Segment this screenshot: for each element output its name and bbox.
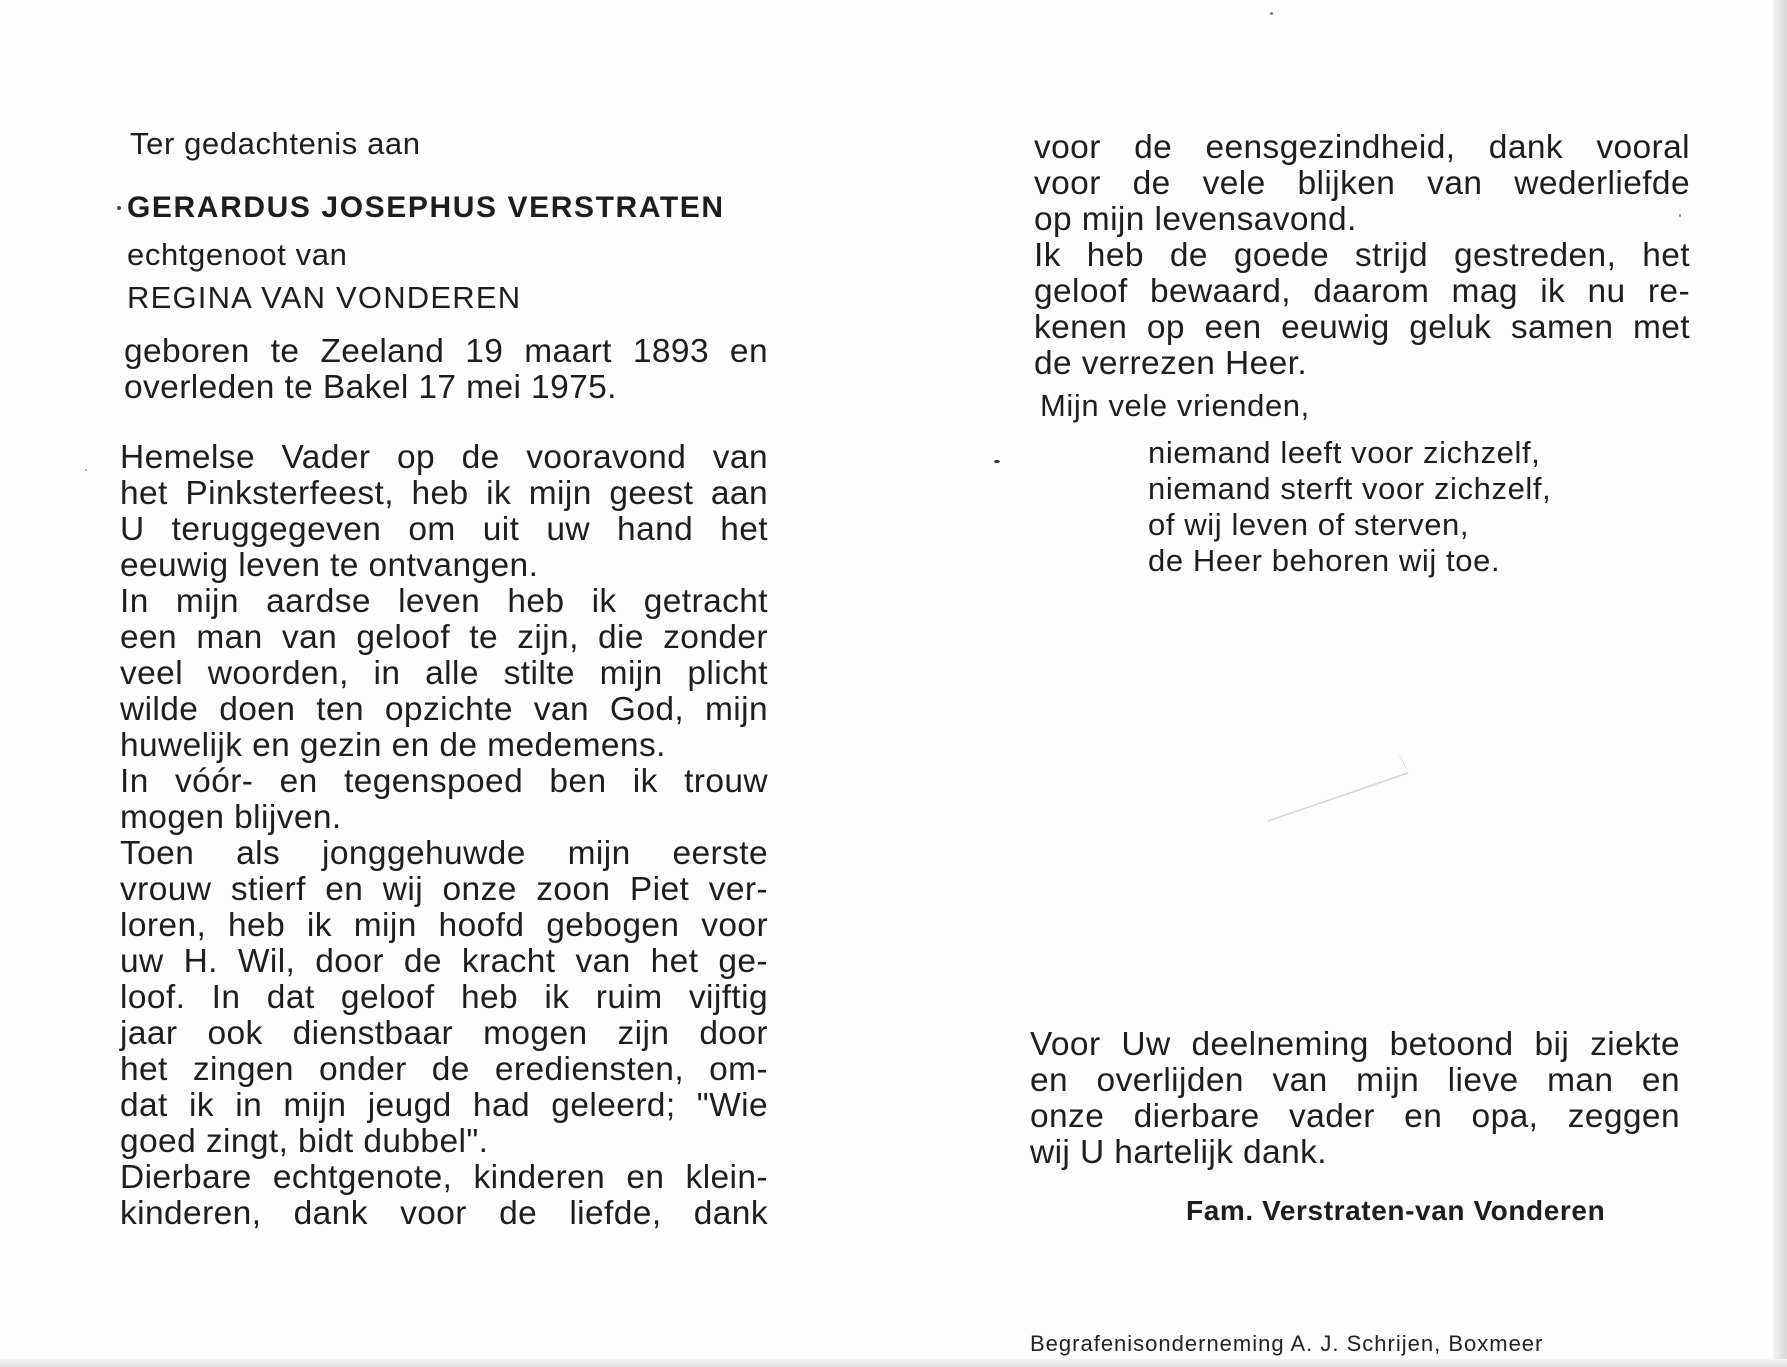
prayer-line: Dierbare echtgenote, kinderen en klein- (120, 1159, 768, 1196)
prayer-line: Toen als jonggehuwde mijn eerste (120, 835, 768, 872)
family-signature: Fam. Verstraten-van Vonderen (1186, 1195, 1606, 1226)
verse-line: of wij leven of sterven, (1148, 507, 1470, 542)
prayer-line: voor de vele blijken van wederliefde (1034, 165, 1690, 202)
death-line: overleden te Bakel 17 mei 1975. (124, 369, 617, 406)
paper-speck (85, 469, 87, 471)
prayer-line: op mijn levensavond. (1034, 201, 1357, 238)
deceased-name: GERARDUS JOSEPHUS VERSTRATEN (127, 191, 725, 224)
paper-speck (1270, 12, 1273, 15)
verse-line: de Heer behoren wij toe. (1148, 543, 1501, 578)
prayer-line: Ik heb de goede strijd gestreden, het (1034, 237, 1690, 274)
prayer-line: eeuwig leven te ontvangen. (120, 547, 539, 584)
prayer-line: loof. In dat geloof heb ik ruim vijftig (120, 979, 768, 1016)
prayer-line: de verrezen Heer. (1034, 345, 1308, 382)
name-bullet-dot (117, 206, 121, 210)
prayer-line: loren, heb ik mijn hoofd gebogen voor (120, 907, 768, 944)
prayer-line: dat ik in mijn jeugd had geleerd; "Wie (120, 1087, 768, 1124)
friends-greeting: Mijn vele vrienden, (1040, 388, 1310, 423)
prayer-line: In mijn aardse leven heb ik getracht (120, 583, 768, 620)
prayer-line: het Pinksterfeest, heb ik mijn geest aan (120, 475, 768, 512)
verse-block (1148, 435, 1551, 579)
prayer-line: geloof bewaard, daarom mag ik nu re- (1034, 273, 1690, 310)
prayer-line: een man van geloof te zijn, die zonder (120, 619, 768, 656)
verse-line: niemand sterft voor zichzelf, (1148, 471, 1552, 506)
thanks-block (1030, 1027, 1680, 1171)
prayer-line: het zingen onder de erediensten, om- (120, 1051, 768, 1088)
undertaker-credit: Begrafenisonderneming A. J. Schrijen, Boxmeer (1030, 1331, 1544, 1356)
card-bottom-edge (0, 1359, 1787, 1367)
birth-death-block (124, 334, 768, 406)
paper-speck (994, 460, 1000, 463)
prayer-text-right (1034, 130, 1690, 382)
relation-text: echtgenoot van (127, 237, 348, 272)
prayer-line: U teruggegeven om uit uw hand het (120, 511, 768, 548)
intro-text: Ter gedachtenis aan (130, 126, 421, 161)
prayer-line: kenen op een eeuwig geluk samen met (1034, 309, 1690, 346)
thanks-line: en overlijden van mijn lieve man en (1030, 1062, 1680, 1099)
paper-speck (1679, 214, 1681, 217)
prayer-line: In vóór- en tegenspoed ben ik trouw (120, 763, 768, 800)
prayer-line: vrouw stierf en wij onze zoon Piet ver- (120, 871, 768, 908)
prayer-line: kinderen, dank voor de liefde, dank (120, 1195, 768, 1232)
prayer-line: mogen blijven. (120, 799, 342, 836)
verse-line: niemand leeft voor zichzelf, (1148, 435, 1541, 470)
card-right-edge (1773, 0, 1787, 1367)
thanks-line: onze dierbare vader en opa, zeggen (1030, 1098, 1680, 1135)
thanks-line: Voor Uw deelneming betoond bij ziekte (1030, 1026, 1680, 1063)
prayer-line: jaar ook dienstbaar mogen zijn door (120, 1015, 768, 1052)
prayer-line: huwelijk en gezin en de medemens. (120, 727, 666, 764)
thanks-line: wij U hartelijk dank. (1030, 1134, 1327, 1171)
paper-crease-mark (1258, 733, 1438, 823)
prayer-line: uw H. Wil, door de kracht van het ge- (120, 943, 768, 980)
prayer-line: veel woorden, in alle stilte mijn plicht (120, 655, 768, 692)
spouse-name: REGINA VAN VONDEREN (127, 280, 522, 315)
birth-line: geboren te Zeeland 19 maart 1893 en (124, 333, 768, 370)
prayer-line: Hemelse Vader op de vooravond van (120, 439, 768, 476)
prayer-line: goed zingt, bidt dubbel". (120, 1123, 489, 1160)
prayer-text-left (120, 440, 768, 1232)
prayer-line: wilde doen ten opzichte van God, mijn (120, 691, 768, 728)
prayer-line: voor de eensgezindheid, dank vooral (1034, 129, 1690, 166)
